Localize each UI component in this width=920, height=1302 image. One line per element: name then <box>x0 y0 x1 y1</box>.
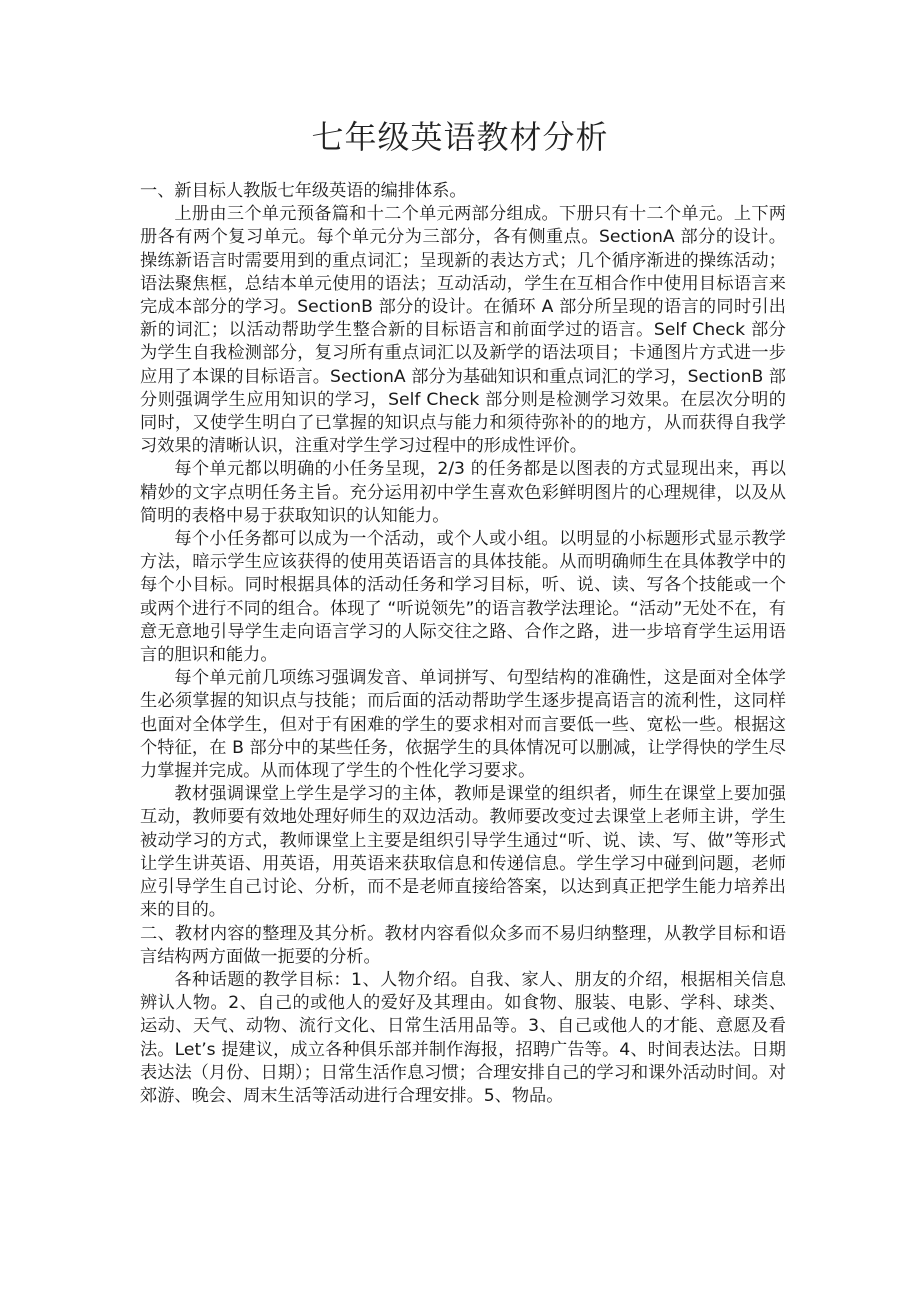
section-heading-2: 二、教材内容的整理及其分析。教材内容看似众多而不易归纳整理，从教学目标和语言结构两方面做一扼要的分析。 <box>140 923 786 967</box>
paragraph: 每个单元前几项练习强调发音、单词拼写、句型结构的准确性，这是面对全体学生必须掌握的知识点与技能；而后面的活动帮助学生逐步提高语言的流利性，这同样也面对全体学生，但对于有困难的学生的要求相对而言要低一些、宽松一些。根据这个特征，在 B 部分中的某些任务，依据学生的具体情况可以删减，让学得快的学生尽力掌握并完成。从而体现了学生的个性化学习要求。 <box>140 668 786 782</box>
document-body <box>140 180 786 1108</box>
paragraph: 每个小任务都可以成为一个活动，或个人或小组。以明显的小标题形式显示教学方法，暗示学生应该获得的使用英语语言的具体技能。从而明确师生在具体教学中的每个小目标。同时根据具体的活动任务和学习目标，听、说、读、写各个技能或一个或两个进行不同的组合。体现了 “听说领先”的语言教学法理论。“活动”无处不在，有意无意地引导学生走向语言学习的人际交往之路、合作之路，进一步培育学生运用语言的胆识和能力。 <box>140 529 786 666</box>
document-title: 七年级英语教材分析 <box>311 118 609 156</box>
paragraph: 每个单元都以明确的小任务呈现，2/3 的任务都是以图表的方式显现出来，再以精妙的文字点明任务主旨。充分运用初中学生喜欢色彩鲜明图片的心理规律，以及从简明的表格中易于获取知识的认知能力。 <box>140 459 786 526</box>
paragraph: 教材强调课堂上学生是学习的主体，教师是课堂的组织者，师生在课堂上要加强互动，教师要有效地处理好师生的双边活动。教师要改变过去课堂上老师主讲，学生被动学习的方式，教师课堂上主要是组织引导学生通过“听、说、读、写、做”等形式让学生讲英语、用英语，用英语来获取信息和传递信息。学生学习中碰到问题，老师应引导学生自己讨论、分析，而不是老师直接给答案，以达到真正把学生能力培养出来的目的。 <box>140 784 786 921</box>
section-heading-1: 一、新目标人教版七年级英语的编排体系。 <box>140 181 467 201</box>
paragraph: 各种话题的教学目标：1、人物介绍。自我、家人、朋友的介绍，根据相关信息辨认人物。2、自己的或他人的爱好及其理由。如食物、服装、电影、学科、球类、运动、天气、动物、流行文化、日常生活用品等。3、自己或他人的才能、意愿及看法。Let’s 提建议，成立各种俱乐部并制作海报，招聘广告等。4、时间表达法。日期表达法（月份、日期）；日常生活作息习惯；合理安排自己的学习和课外活动时间。对郊游、晚会、周末生活等活动进行合理安排。5、物品。 <box>140 969 786 1106</box>
paragraph: 上册由三个单元预备篇和十二个单元两部分组成。下册只有十二个单元。上下两册各有两个复习单元。每个单元分为三部分，各有侧重点。SectionA 部分的设计。操练新语言时需要用到的重点词汇；呈现新的表达方式；几个循序渐进的操练活动；语法聚焦框，总结本单元使用的语法；互动活动，学生在互相合作中使用目标语言来完成本部分的学习。SectionB 部分的设计。在循环 A 部分所呈现的语言的同时引出新的词汇；以活动帮助学生整合新的目标语言和前面学过的语言。Self Check 部分为学生自我检测部分，复习所有重点词汇以及新学的语法项目；卡通图片方式进一步应用了本课的目标语言。SectionA 部分为基础知识和重点词汇的学习，SectionB 部分则强调学生应用知识的学习，Self Check 部分则是检测学习效果。在层次分明的同时，又使学生明白了已掌握的知识点与能力和须待弥补的的地方，从而获得自我学习效果的清晰认识，注重对学生学习过程中的形成性评价。 <box>140 204 786 457</box>
